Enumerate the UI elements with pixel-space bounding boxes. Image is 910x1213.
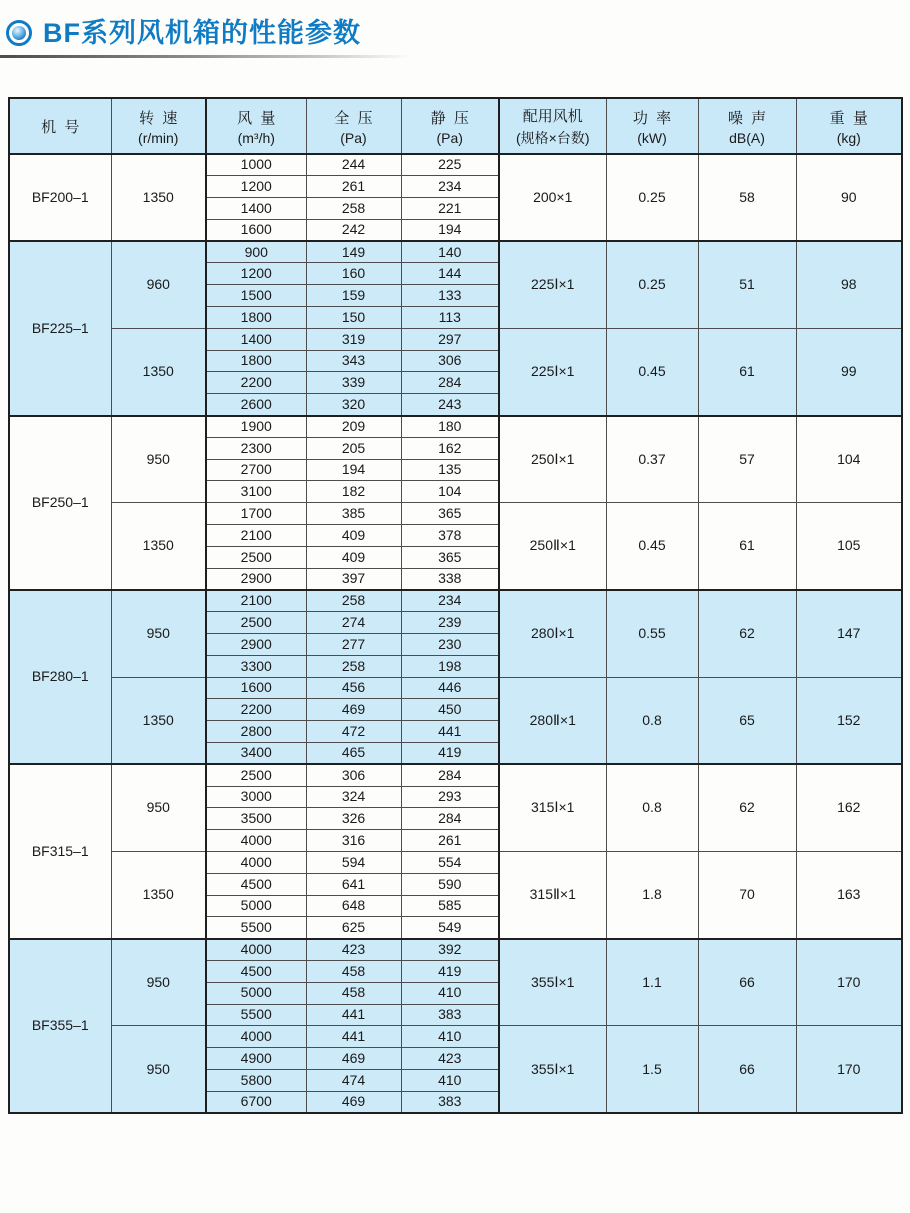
cell-flow: 5000 xyxy=(206,895,306,917)
cell-total-pressure: 397 xyxy=(306,568,401,590)
cell-static-pressure: 410 xyxy=(401,1069,499,1091)
cell-total-pressure: 319 xyxy=(306,328,401,350)
column-header-speed xyxy=(111,98,206,154)
cell-noise: 65 xyxy=(698,677,796,764)
column-header-label: 静 压 xyxy=(430,109,469,127)
cell-total-pressure: 205 xyxy=(306,437,401,459)
cell-total-pressure: 423 xyxy=(306,939,401,961)
table-row xyxy=(9,154,902,176)
column-header-label: 机 号 xyxy=(41,118,80,136)
column-header-label: 转 速 xyxy=(139,109,178,127)
cell-flow: 1500 xyxy=(206,285,306,307)
cell-noise: 70 xyxy=(698,852,796,939)
cell-flow: 1600 xyxy=(206,219,306,241)
cell-noise: 66 xyxy=(698,939,796,1026)
column-header-power xyxy=(606,98,698,154)
cell-power: 1.8 xyxy=(606,852,698,939)
table-row xyxy=(9,677,902,699)
cell-static-pressure: 306 xyxy=(401,350,499,372)
cell-total-pressure: 209 xyxy=(306,416,401,438)
cell-speed: 1350 xyxy=(111,328,206,415)
cell-static-pressure: 261 xyxy=(401,830,499,852)
cell-static-pressure: 198 xyxy=(401,655,499,677)
cell-static-pressure: 230 xyxy=(401,634,499,656)
cell-total-pressure: 594 xyxy=(306,852,401,874)
cell-noise: 66 xyxy=(698,1026,796,1113)
cell-power: 0.8 xyxy=(606,764,698,851)
cell-flow: 2800 xyxy=(206,721,306,743)
title-underline xyxy=(0,55,412,58)
cell-noise: 61 xyxy=(698,328,796,415)
header-row xyxy=(9,98,902,154)
table-row xyxy=(9,590,902,612)
cell-static-pressure: 549 xyxy=(401,917,499,939)
cell-power: 0.25 xyxy=(606,154,698,241)
column-header-unit: dB(A) xyxy=(729,129,765,146)
cell-speed: 950 xyxy=(111,939,206,1026)
cell-total-pressure: 339 xyxy=(306,372,401,394)
performance-table xyxy=(8,97,903,1114)
cell-static-pressure: 590 xyxy=(401,873,499,895)
cell-total-pressure: 441 xyxy=(306,1004,401,1026)
cell-speed: 950 xyxy=(111,416,206,503)
cell-total-pressure: 242 xyxy=(306,219,401,241)
cell-static-pressure: 144 xyxy=(401,263,499,285)
cell-total-pressure: 258 xyxy=(306,655,401,677)
cell-flow: 2600 xyxy=(206,394,306,416)
cell-speed: 950 xyxy=(111,1026,206,1113)
cell-weight: 152 xyxy=(796,677,902,764)
cell-flow: 2900 xyxy=(206,634,306,656)
page-title: BF系列风机箱的性能参数 xyxy=(43,17,361,48)
table-body xyxy=(9,154,902,1113)
cell-power: 0.25 xyxy=(606,241,698,328)
cell-total-pressure: 458 xyxy=(306,960,401,982)
column-header-weight xyxy=(796,98,902,154)
cell-speed: 950 xyxy=(111,590,206,677)
cell-flow: 1200 xyxy=(206,176,306,198)
cell-total-pressure: 261 xyxy=(306,176,401,198)
cell-total-pressure: 324 xyxy=(306,786,401,808)
cell-static-pressure: 234 xyxy=(401,590,499,612)
cell-static-pressure: 419 xyxy=(401,960,499,982)
cell-weight: 163 xyxy=(796,852,902,939)
page-header xyxy=(6,16,910,50)
cell-model: BF280–1 xyxy=(9,590,111,764)
column-header-unit: (r/min) xyxy=(138,129,179,146)
cell-static-pressure: 113 xyxy=(401,307,499,329)
cell-total-pressure: 469 xyxy=(306,1091,401,1113)
cell-fan: 315Ⅰ×1 xyxy=(499,764,606,851)
cell-static-pressure: 293 xyxy=(401,786,499,808)
cell-flow: 4900 xyxy=(206,1048,306,1070)
cell-power: 1.1 xyxy=(606,939,698,1026)
cell-total-pressure: 625 xyxy=(306,917,401,939)
cell-total-pressure: 648 xyxy=(306,895,401,917)
cell-total-pressure: 409 xyxy=(306,546,401,568)
cell-fan: 355Ⅰ×1 xyxy=(499,939,606,1026)
column-header-unit: (kg) xyxy=(836,129,861,146)
cell-flow: 1700 xyxy=(206,503,306,525)
cell-noise: 62 xyxy=(698,764,796,851)
cell-static-pressure: 554 xyxy=(401,852,499,874)
cell-flow: 4000 xyxy=(206,852,306,874)
cell-flow: 5500 xyxy=(206,1004,306,1026)
cell-total-pressure: 474 xyxy=(306,1069,401,1091)
cell-static-pressure: 446 xyxy=(401,677,499,699)
cell-flow: 2700 xyxy=(206,459,306,481)
cell-flow: 2100 xyxy=(206,525,306,547)
cell-flow: 1800 xyxy=(206,350,306,372)
cell-model: BF225–1 xyxy=(9,241,111,415)
cell-flow: 5000 xyxy=(206,982,306,1004)
cell-total-pressure: 465 xyxy=(306,743,401,765)
cell-speed: 960 xyxy=(111,241,206,328)
cell-static-pressure: 104 xyxy=(401,481,499,503)
cell-weight: 170 xyxy=(796,1026,902,1113)
cell-flow: 2200 xyxy=(206,699,306,721)
cell-total-pressure: 343 xyxy=(306,350,401,372)
cell-static-pressure: 234 xyxy=(401,176,499,198)
cell-flow: 1400 xyxy=(206,328,306,350)
cell-flow: 2500 xyxy=(206,546,306,568)
cell-flow: 3100 xyxy=(206,481,306,503)
cell-flow: 2100 xyxy=(206,590,306,612)
cell-static-pressure: 194 xyxy=(401,219,499,241)
cell-static-pressure: 162 xyxy=(401,437,499,459)
cell-static-pressure: 338 xyxy=(401,568,499,590)
cell-total-pressure: 385 xyxy=(306,503,401,525)
cell-total-pressure: 258 xyxy=(306,590,401,612)
cell-static-pressure: 180 xyxy=(401,416,499,438)
cell-fan: 200×1 xyxy=(499,154,606,241)
cell-power: 0.55 xyxy=(606,590,698,677)
column-header-fan xyxy=(499,98,606,154)
cell-static-pressure: 365 xyxy=(401,546,499,568)
cell-flow: 6700 xyxy=(206,1091,306,1113)
cell-total-pressure: 641 xyxy=(306,873,401,895)
cell-total-pressure: 472 xyxy=(306,721,401,743)
cell-speed: 950 xyxy=(111,764,206,851)
page xyxy=(0,16,910,1213)
cell-noise: 51 xyxy=(698,241,796,328)
column-header-label: 重 量 xyxy=(829,109,868,127)
cell-static-pressure: 410 xyxy=(401,982,499,1004)
cell-static-pressure: 450 xyxy=(401,699,499,721)
cell-weight: 98 xyxy=(796,241,902,328)
cell-flow: 3400 xyxy=(206,743,306,765)
cell-weight: 99 xyxy=(796,328,902,415)
cell-total-pressure: 159 xyxy=(306,285,401,307)
cell-fan: 280Ⅰ×1 xyxy=(499,590,606,677)
cell-fan: 250Ⅱ×1 xyxy=(499,503,606,590)
cell-static-pressure: 239 xyxy=(401,612,499,634)
cell-flow: 5500 xyxy=(206,917,306,939)
cell-total-pressure: 244 xyxy=(306,154,401,176)
cell-flow: 4000 xyxy=(206,830,306,852)
cell-total-pressure: 258 xyxy=(306,198,401,220)
cell-weight: 147 xyxy=(796,590,902,677)
cell-flow: 900 xyxy=(206,241,306,263)
cell-flow: 2900 xyxy=(206,568,306,590)
table-row xyxy=(9,328,902,350)
cell-speed: 1350 xyxy=(111,154,206,241)
cell-static-pressure: 383 xyxy=(401,1004,499,1026)
cell-flow: 1600 xyxy=(206,677,306,699)
column-header-label: 风 量 xyxy=(237,109,276,127)
cell-fan: 225Ⅰ×1 xyxy=(499,241,606,328)
cell-flow: 2500 xyxy=(206,612,306,634)
cell-total-pressure: 316 xyxy=(306,830,401,852)
cell-static-pressure: 284 xyxy=(401,808,499,830)
cell-noise: 62 xyxy=(698,590,796,677)
cell-static-pressure: 410 xyxy=(401,1026,499,1048)
cell-static-pressure: 221 xyxy=(401,198,499,220)
cell-flow: 3500 xyxy=(206,808,306,830)
cell-static-pressure: 135 xyxy=(401,459,499,481)
table-header xyxy=(9,98,902,154)
cell-model: BF355–1 xyxy=(9,939,111,1113)
cell-flow: 4500 xyxy=(206,960,306,982)
cell-flow: 1400 xyxy=(206,198,306,220)
cell-total-pressure: 274 xyxy=(306,612,401,634)
bullet-circle-icon xyxy=(6,20,32,46)
cell-total-pressure: 320 xyxy=(306,394,401,416)
column-header-label: 噪 声 xyxy=(727,109,767,127)
column-header-unit: (Pa) xyxy=(340,129,367,146)
cell-flow: 4000 xyxy=(206,1026,306,1048)
cell-noise: 57 xyxy=(698,416,796,503)
cell-flow: 1200 xyxy=(206,263,306,285)
cell-flow: 3300 xyxy=(206,655,306,677)
cell-total-pressure: 409 xyxy=(306,525,401,547)
cell-speed: 1350 xyxy=(111,677,206,764)
cell-flow: 4000 xyxy=(206,939,306,961)
column-header-label: 功 率 xyxy=(632,109,672,127)
table-row xyxy=(9,1026,902,1048)
cell-flow: 1800 xyxy=(206,307,306,329)
cell-model: BF315–1 xyxy=(9,764,111,938)
cell-static-pressure: 378 xyxy=(401,525,499,547)
column-header-unit: (规格×台数) xyxy=(516,129,590,146)
cell-power: 0.8 xyxy=(606,677,698,764)
cell-fan: 225Ⅰ×1 xyxy=(499,328,606,415)
cell-power: 0.45 xyxy=(606,503,698,590)
cell-weight: 170 xyxy=(796,939,902,1026)
cell-total-pressure: 160 xyxy=(306,263,401,285)
cell-total-pressure: 182 xyxy=(306,481,401,503)
cell-power: 0.45 xyxy=(606,328,698,415)
bullet-sphere-icon xyxy=(12,26,26,40)
table-row xyxy=(9,416,902,438)
cell-total-pressure: 456 xyxy=(306,677,401,699)
cell-total-pressure: 326 xyxy=(306,808,401,830)
cell-power: 1.5 xyxy=(606,1026,698,1113)
cell-static-pressure: 284 xyxy=(401,764,499,786)
cell-static-pressure: 243 xyxy=(401,394,499,416)
cell-static-pressure: 133 xyxy=(401,285,499,307)
cell-weight: 90 xyxy=(796,154,902,241)
column-header-static-pressure xyxy=(401,98,499,154)
cell-static-pressure: 225 xyxy=(401,154,499,176)
cell-model: BF250–1 xyxy=(9,416,111,590)
cell-total-pressure: 277 xyxy=(306,634,401,656)
table-row xyxy=(9,241,902,263)
cell-total-pressure: 194 xyxy=(306,459,401,481)
table-row xyxy=(9,939,902,961)
cell-total-pressure: 150 xyxy=(306,307,401,329)
column-header-label: 配用风机 xyxy=(522,107,583,125)
cell-total-pressure: 469 xyxy=(306,1048,401,1070)
cell-noise: 61 xyxy=(698,503,796,590)
cell-model: BF200–1 xyxy=(9,154,111,241)
column-header-unit: (Pa) xyxy=(436,129,463,146)
cell-static-pressure: 392 xyxy=(401,939,499,961)
cell-flow: 4500 xyxy=(206,873,306,895)
cell-static-pressure: 423 xyxy=(401,1048,499,1070)
cell-static-pressure: 140 xyxy=(401,241,499,263)
column-header-unit: (m³/h) xyxy=(237,129,275,146)
table-row xyxy=(9,503,902,525)
cell-fan: 280Ⅱ×1 xyxy=(499,677,606,764)
cell-static-pressure: 585 xyxy=(401,895,499,917)
cell-total-pressure: 469 xyxy=(306,699,401,721)
cell-flow: 3000 xyxy=(206,786,306,808)
cell-weight: 104 xyxy=(796,416,902,503)
cell-weight: 162 xyxy=(796,764,902,851)
cell-static-pressure: 419 xyxy=(401,743,499,765)
table-row xyxy=(9,764,902,786)
cell-fan: 315Ⅱ×1 xyxy=(499,852,606,939)
cell-static-pressure: 441 xyxy=(401,721,499,743)
column-header-label: 全 压 xyxy=(334,109,373,127)
cell-static-pressure: 365 xyxy=(401,503,499,525)
cell-weight: 105 xyxy=(796,503,902,590)
cell-static-pressure: 284 xyxy=(401,372,499,394)
column-header-unit: (kW) xyxy=(637,129,667,146)
cell-flow: 5800 xyxy=(206,1069,306,1091)
cell-noise: 58 xyxy=(698,154,796,241)
cell-flow: 2300 xyxy=(206,437,306,459)
cell-power: 0.37 xyxy=(606,416,698,503)
column-header-flow xyxy=(206,98,306,154)
cell-total-pressure: 441 xyxy=(306,1026,401,1048)
column-header-model xyxy=(9,98,111,154)
cell-flow: 2200 xyxy=(206,372,306,394)
cell-fan: 250Ⅰ×1 xyxy=(499,416,606,503)
cell-total-pressure: 458 xyxy=(306,982,401,1004)
cell-flow: 1000 xyxy=(206,154,306,176)
column-header-total-pressure xyxy=(306,98,401,154)
cell-flow: 1900 xyxy=(206,416,306,438)
column-header-noise xyxy=(698,98,796,154)
cell-speed: 1350 xyxy=(111,852,206,939)
cell-fan: 355Ⅰ×1 xyxy=(499,1026,606,1113)
cell-static-pressure: 383 xyxy=(401,1091,499,1113)
cell-flow: 2500 xyxy=(206,764,306,786)
table-row xyxy=(9,852,902,874)
cell-total-pressure: 306 xyxy=(306,764,401,786)
cell-static-pressure: 297 xyxy=(401,328,499,350)
cell-speed: 1350 xyxy=(111,503,206,590)
cell-total-pressure: 149 xyxy=(306,241,401,263)
